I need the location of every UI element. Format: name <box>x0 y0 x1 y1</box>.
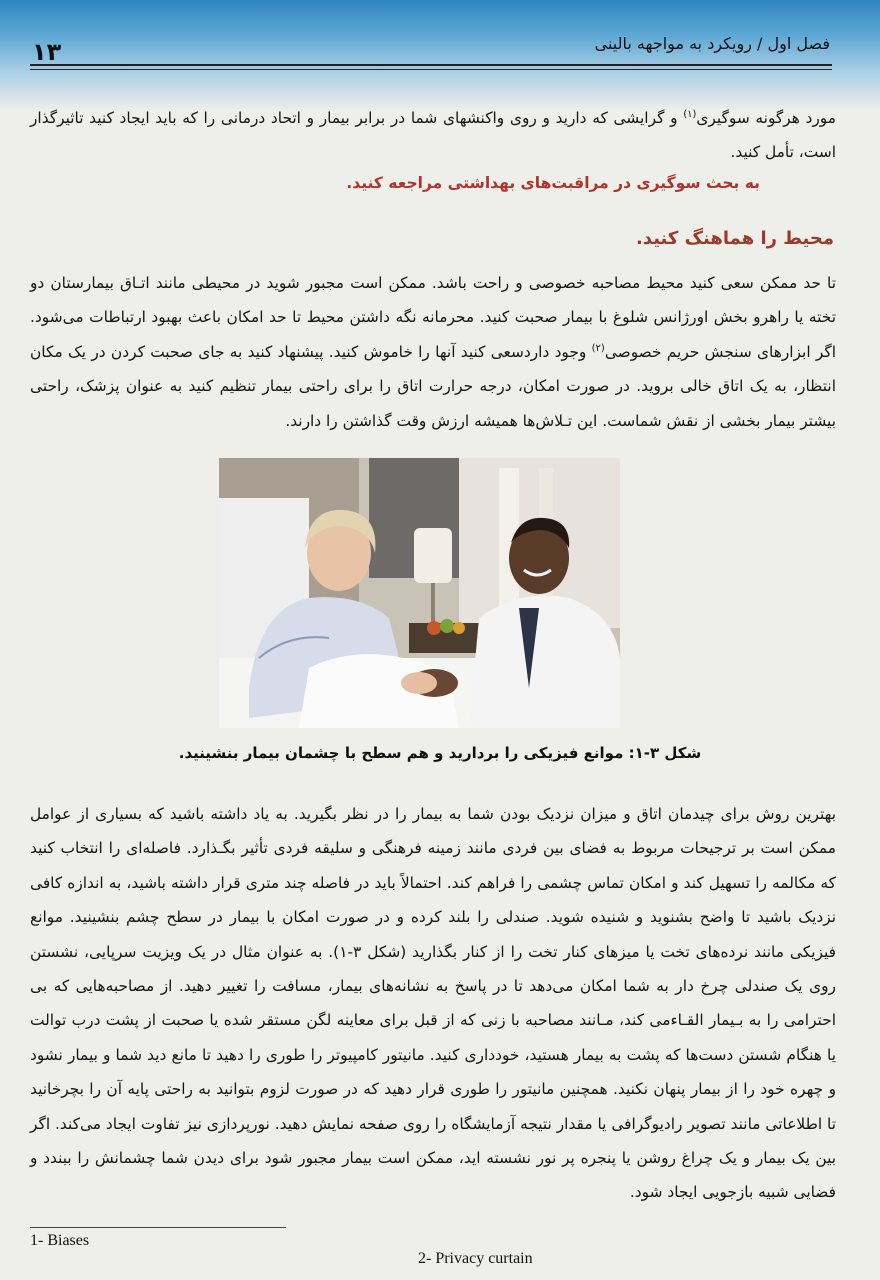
intro-paragraph <box>30 101 836 170</box>
header-rule <box>30 64 832 66</box>
section-paragraph <box>30 266 836 438</box>
page-header-band <box>0 0 880 110</box>
body-paragraph-2: بهترین روش برای چیدمان اتاق و میزان نزدیک بودن شما به بیمار را در نظر بگیرید. به یاد داشته باشید که بسیاری از عوامل ممکن است بر ترجیحات مربوط به فضای بین فردی مانند زمینه فرهنگی و سلیقه فردی تأثیر بگـذارد. فاصله‌ای را انتخاب کنید که مکالمه را تسهیل کند و امکان تماس چشمی را فراهم کند. احتمالاً باید در فاصله چند متری قرار داشته باشید، به اندازه کافی نزدیک باشید تا واضح بشنوید و شنیده شوید. صندلی را بلند کرده و در صورت امکان با بیمار در سطح چشم بنشینید. موانع فیزیکی مانند نرده‌های تخت یا میزهای کنار تخت را از کنار بگذارید (شکل ۳-۱). به عنوان مثال در یک ویزیت سرپایی، نشستن روی یک صندلی چرخ دار به شما امکان می‌دهد تا در پاسخ به نشانه‌های بیمار، مسافت را تغییر دهید. از مصاحبه‌هایی که بی احترامی را به بـیمار القـاءمی کند، مـانند مصاحبه با زنی که از قبل برای معاینه لگن مستقر شده یا صحبت از پشت درب توالت یا هنگام شستن دست‌ها که پشت به بیمار هستید، خودداری کنید. مانیتور کامپیوتر را طوری را دهید تا مانع دید شما و بیمار نشود و چهره خود را از بیمار پنهان نکنید. همچنین مانیتور را طوری قرار دهید که در صورت لزوم بتوانید به راحتی پایه آن را بچرخانید تا اطلاعاتی مانند تصویر رادیوگرافی یا مقدار نتیجه آزمایشگاه را روی صفحه نمایش دهید. نورپردازی نیز تفاوت ایجاد می‌کند. اگر بین یک بیمار و یک چراغ روشن یا پنجره پر نور نشسته اید، ممکن است بیمار مجبور شود برای دیدن شما چشمانش را ببندد و فضایی شبیه بازجویی ایجاد شود. <box>30 805 836 1202</box>
intro-text-end: و گرایشی که دارید و روی واکنشهای شما در برابر بیمار و اتحاد درمانی را که باید ایجاد کنید تاثیرگذار است، تأمل کنید. <box>30 109 836 162</box>
page-number: ۱۳ <box>32 38 62 66</box>
running-head: فصل اول / رویکرد به مواجهه بالینی <box>594 34 830 53</box>
footnote-ref-1[interactable]: (۱) <box>683 108 697 120</box>
intro-text-start: مورد هرگونه سوگیری <box>696 109 836 127</box>
footnote-2: 2- Privacy curtain <box>418 1250 533 1267</box>
section-title: محیط را هماهنگ کنید. <box>635 228 834 249</box>
header-rule-thin <box>30 69 832 70</box>
figure-photo-doctor-patient <box>219 458 620 728</box>
cross-reference-note: به بحث سوگیری در مراقبت‌های بهداشتی مراجعه کنید. <box>346 174 760 192</box>
footnote-ref-2[interactable]: (۲) <box>591 342 605 354</box>
section-text-start: تا حد ممکن سعی کنید محیط مصاحبه خصوصی و راحت باشد. ممکن است مجبور شوید در محیطی مانند اتـاق بیمارستان دو تخته یا راهرو بخش اورژانس شلوغ با بیمار صحبت کنید. محرمانه نگه داشتن محیط تا حد امکان باعث بهبود ارتباطات می‌شود. اگر ابزارهای سنجش حریم خصوصی <box>30 274 836 361</box>
footnote-rule <box>30 1227 286 1228</box>
footnote-1: 1- Biases <box>30 1232 90 1249</box>
photo-illustration <box>219 458 620 728</box>
figure-caption: شکل ۳-۱: موانع فیزیکی را بردارید و هم سطح با چشمان بیمار بنشینید. <box>178 744 702 762</box>
section-text-end: وجود داردسعی کنید آنها را خاموش کنید. پیشنهاد کنید به جای صحبت کردن در یک مکان انتظار، به یک اتاق خالی بروید. در صورت امکان، درجه حرارت اتاق را برای راحتی بیمار تنظیم کنید به عنوان پزشک، راحتی بیشتر بیمار بخشی از نقش شماست. این تـلاش‌ها همیشه ارزش وقت گذاشتن را دارند. <box>30 342 836 430</box>
